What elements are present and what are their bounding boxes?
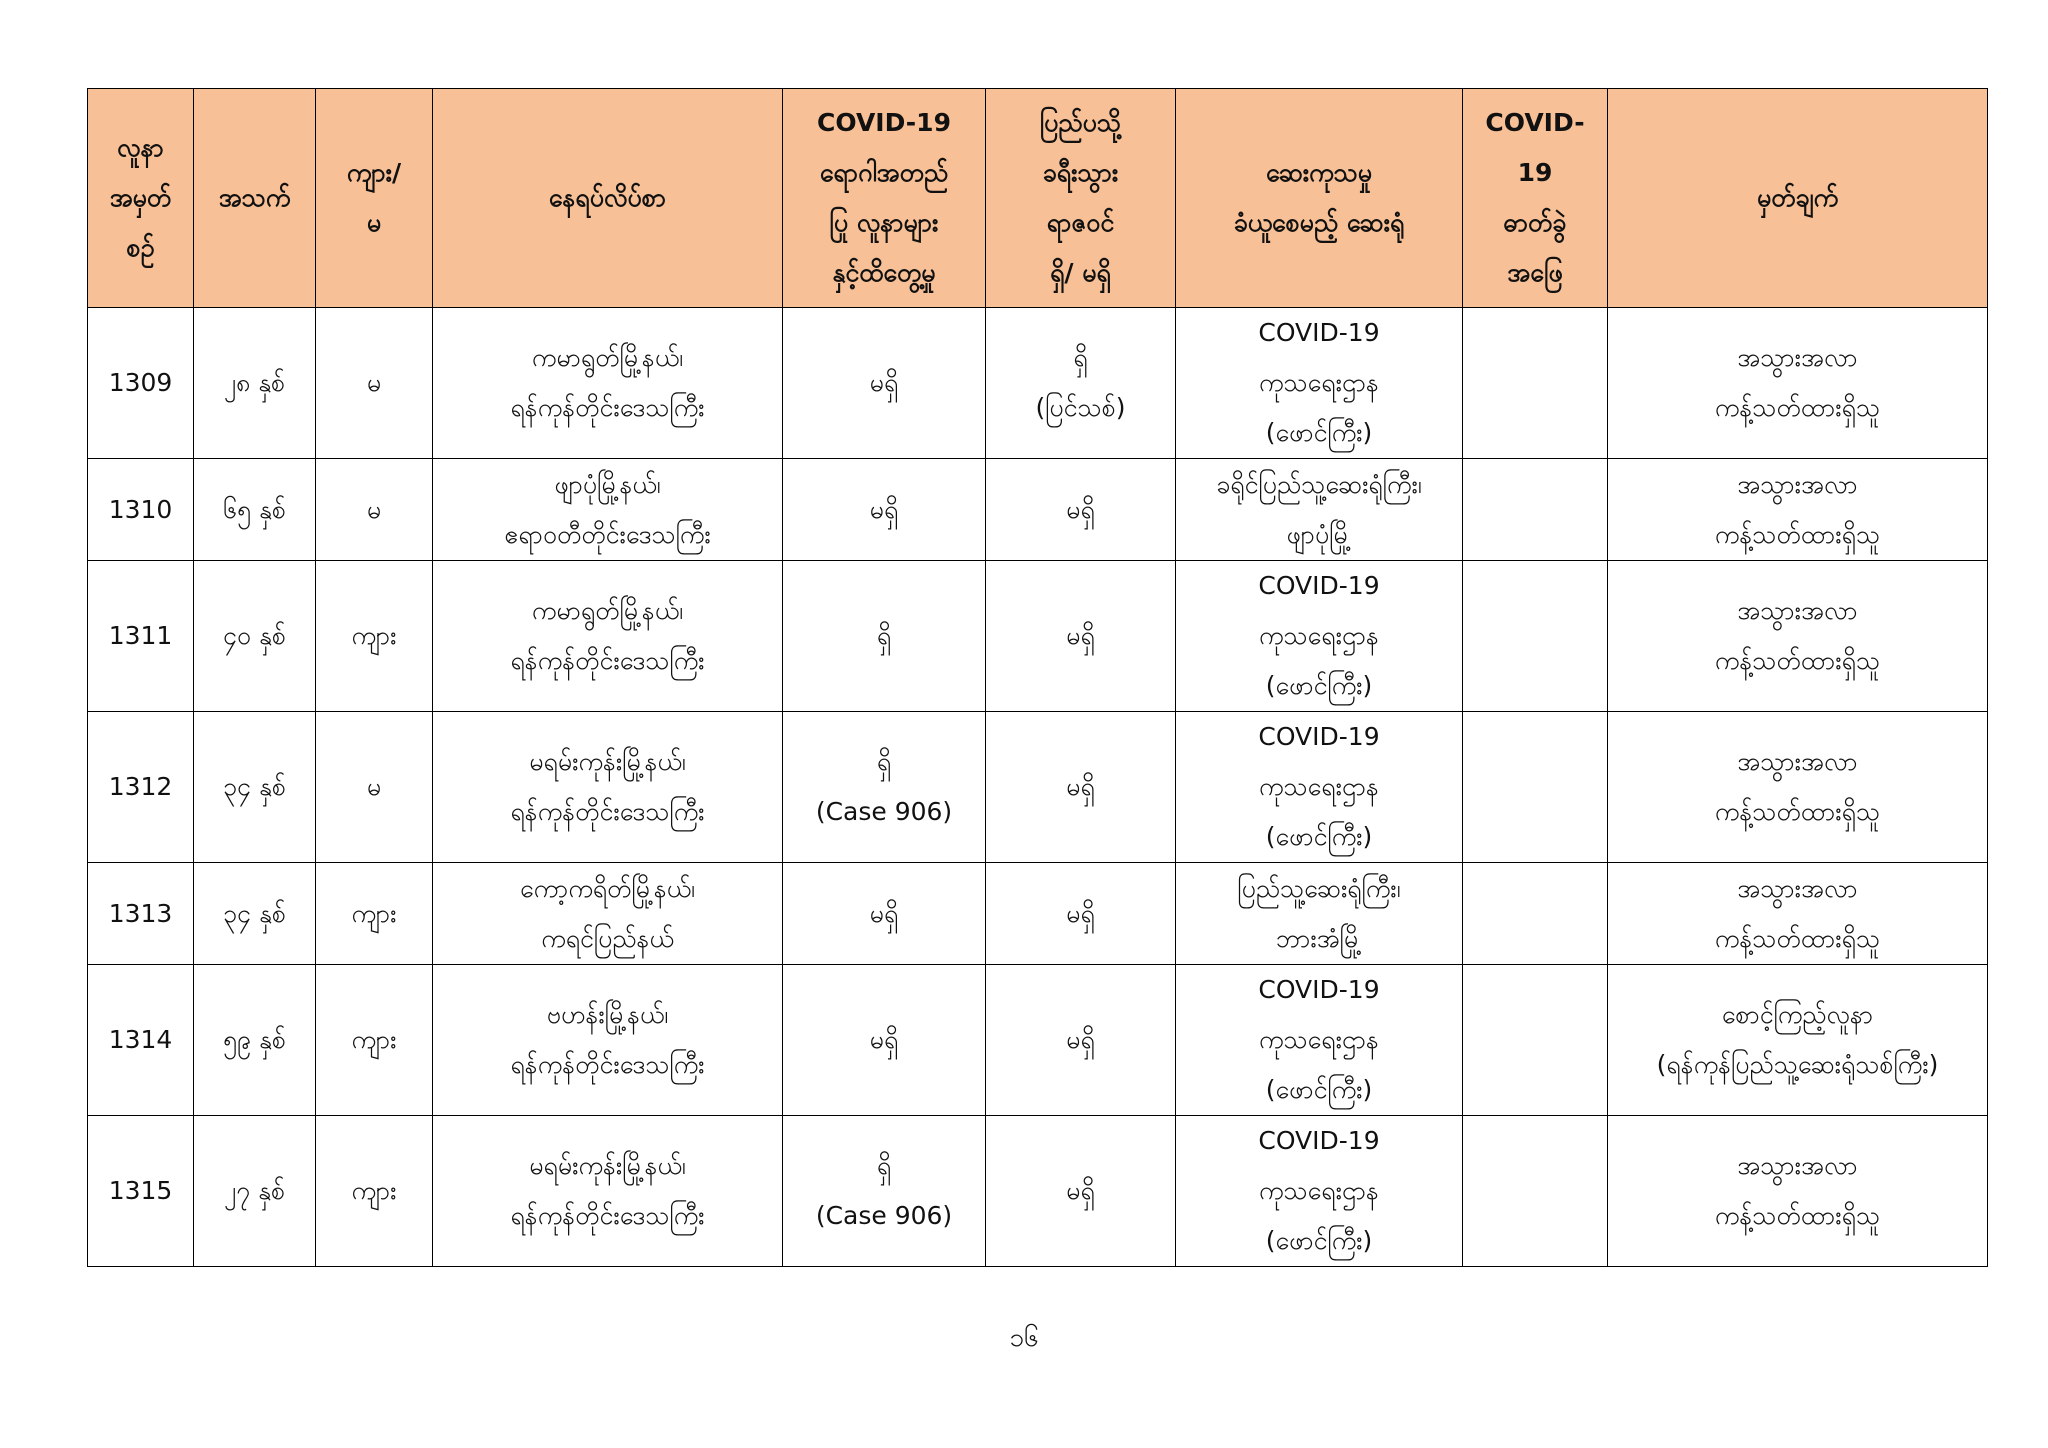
cell-remarks: [1608, 863, 1988, 965]
cell-address: [433, 863, 783, 965]
table-row: [88, 965, 1988, 1116]
cell-remarks: [1608, 308, 1988, 459]
cell-lab-result: [1463, 863, 1608, 965]
remarks-text: အသွားအလာ ကန့်သတ်ထားရှိသူ: [1714, 873, 1881, 953]
cell-address: [433, 1116, 783, 1267]
cell-travel: [986, 965, 1176, 1116]
header-travel-label: ပြည်ပသို့ ခရီးသွား ရာဇဝင် ရှိ/ မရှိ: [1039, 108, 1122, 287]
table-row: [88, 863, 1988, 965]
cell-case-number: [88, 1116, 194, 1267]
cell-case-number: [88, 712, 194, 863]
sex-text: ကျား: [351, 621, 397, 650]
travel-text: မရှိ: [1066, 1025, 1095, 1054]
cell-remarks: [1608, 459, 1988, 561]
header-lab-result-label: COVID- 19 ဓာတ်ခွဲ အဖြေ: [1485, 108, 1585, 287]
remarks-text: အသွားအလာ ကန့်သတ်ထားရှိသူ: [1714, 343, 1881, 422]
header-hospital: [1176, 89, 1463, 308]
cell-case-number: [88, 965, 194, 1116]
cell-age: [194, 965, 316, 1116]
cell-contact: [783, 459, 986, 561]
cell-sex: [316, 863, 433, 965]
table-body: [88, 308, 1988, 1267]
contact-text: ရှိ: [876, 621, 892, 650]
header-case-number: [88, 89, 194, 308]
cell-hospital: [1176, 1116, 1463, 1267]
cell-age: [194, 1116, 316, 1267]
cell-case-number: [88, 308, 194, 459]
cell-address: [433, 712, 783, 863]
header-sex-label: ကျား/ မ: [346, 158, 402, 237]
header-contact-label: COVID-19 ရောဂါအတည် ပြု လူနာများ နှင့်ထိတွေ့မှု: [817, 108, 951, 287]
header-contact: [783, 89, 986, 308]
header-sex: [316, 89, 433, 308]
header-remarks-label: မှတ်ချက်: [1756, 183, 1839, 212]
cell-age: [194, 308, 316, 459]
cell-address: [433, 308, 783, 459]
cell-remarks: [1608, 712, 1988, 863]
cell-case-number: [88, 863, 194, 965]
case-number-text: 1311: [108, 621, 173, 650]
cell-address: [433, 459, 783, 561]
cell-contact: [783, 308, 986, 459]
cell-travel: [986, 863, 1176, 965]
cell-sex: [316, 459, 433, 561]
age-text: ၄၀ နှစ်: [222, 621, 287, 650]
remarks-text: အသွားအလာ ကန့်သတ်ထားရှိသူ: [1714, 469, 1881, 549]
cell-lab-result: [1463, 561, 1608, 712]
age-text: ၃၄ နှစ်: [222, 772, 287, 801]
table-row: [88, 308, 1988, 459]
address-text: ကော့ကရိတ်မြို့နယ်၊ ကရင်ပြည်နယ်: [520, 873, 695, 953]
cell-hospital: [1176, 863, 1463, 965]
case-table: [87, 88, 1988, 1267]
travel-text: မရှိ: [1066, 772, 1095, 801]
cell-remarks: [1608, 561, 1988, 712]
case-number-text: 1312: [108, 772, 173, 801]
cell-sex: [316, 965, 433, 1116]
cell-travel: [986, 561, 1176, 712]
header-remarks: [1608, 89, 1988, 308]
remarks-text: စောင့်ကြည့်လူနာ (ရန်ကုန်ပြည်သူ့ဆေးရုံသစ်ကြီး): [1656, 1000, 1939, 1079]
address-text: ကမာရွတ်မြို့နယ်၊ ရန်ကုန်တိုင်းဒေသကြီး: [510, 343, 705, 422]
contact-text: ရှိ (Case 906): [815, 747, 953, 826]
cell-age: [194, 561, 316, 712]
hospital-text: ခရိုင်ပြည်သူ့ဆေးရုံကြီး၊ ဖျာပုံမြို့: [1216, 469, 1422, 549]
sex-text: ကျား: [351, 1176, 397, 1205]
hospital-text: COVID-19 ကုသရေးဌာန (ဖောင်ကြီး): [1258, 1126, 1380, 1255]
cell-hospital: [1176, 965, 1463, 1116]
cell-address: [433, 561, 783, 712]
address-text: မရမ်းကုန်းမြို့နယ်၊ ရန်ကုန်တိုင်းဒေသကြီး: [510, 1151, 705, 1230]
cell-case-number: [88, 459, 194, 561]
address-text: ဖျာပုံမြို့နယ်၊ ဧရာဝတီတိုင်းဒေသကြီး: [504, 469, 711, 549]
case-number-text: 1309: [108, 368, 173, 397]
header-hospital-label: ဆေးကုသမှု ခံယူစေမည့် ဆေးရုံ: [1233, 158, 1405, 237]
cell-lab-result: [1463, 1116, 1608, 1267]
case-number-text: 1313: [108, 898, 173, 928]
cell-remarks: [1608, 1116, 1988, 1267]
remarks-text: အသွားအလာ ကန့်သတ်ထားရှိသူ: [1714, 1151, 1881, 1230]
age-text: ၂၇ နှစ်: [223, 1176, 286, 1205]
cell-lab-result: [1463, 965, 1608, 1116]
cell-travel: [986, 1116, 1176, 1267]
cell-travel: [986, 308, 1176, 459]
case-number-text: 1310: [108, 494, 173, 524]
cell-contact: [783, 561, 986, 712]
cell-hospital: [1176, 459, 1463, 561]
cell-sex: [316, 1116, 433, 1267]
header-lab-result: [1463, 89, 1608, 308]
travel-text: မရှိ: [1066, 494, 1095, 524]
hospital-text: COVID-19 ကုသရေးဌာန (ဖောင်ကြီး): [1258, 571, 1380, 700]
cell-sex: [316, 712, 433, 863]
header-age-label: အသက်: [218, 183, 291, 212]
cell-age: [194, 863, 316, 965]
header-address: [433, 89, 783, 308]
sex-text: မ: [366, 772, 382, 801]
contact-text: မရှိ: [869, 494, 899, 524]
sex-text: မ: [366, 368, 382, 397]
sex-text: ကျား: [351, 898, 397, 928]
remarks-text: အသွားအလာ ကန့်သတ်ထားရှိသူ: [1714, 596, 1881, 675]
table-row: [88, 459, 1988, 561]
cell-hospital: [1176, 561, 1463, 712]
hospital-text: COVID-19 ကုသရေးဌာန (ဖောင်ကြီး): [1258, 722, 1380, 851]
cell-sex: [316, 561, 433, 712]
age-text: ၃၄ နှစ်: [222, 898, 287, 928]
table-header: [88, 89, 1988, 308]
age-text: ၂၈ နှစ်: [223, 368, 286, 397]
contact-text: မရှိ: [869, 898, 899, 928]
cell-contact: [783, 1116, 986, 1267]
contact-text: မရှိ: [869, 1025, 899, 1054]
case-number-text: 1315: [108, 1176, 173, 1205]
cell-remarks: [1608, 965, 1988, 1116]
travel-text: မရှိ: [1066, 621, 1095, 650]
contact-text: မရှိ: [869, 368, 899, 397]
address-text: မရမ်းကုန်းမြို့နယ်၊ ရန်ကုန်တိုင်းဒေသကြီး: [510, 747, 705, 826]
hospital-text: COVID-19 ကုသရေးဌာန (ဖောင်ကြီး): [1258, 318, 1380, 447]
page-number: ၁၆: [1009, 1323, 1039, 1353]
remarks-text: အသွားအလာ ကန့်သတ်ထားရှိသူ: [1714, 747, 1881, 826]
travel-text: ရှိ (ပြင်သစ်): [1035, 343, 1126, 422]
sex-text: မ: [366, 494, 382, 524]
age-text: ၆၅ နှစ်: [222, 494, 287, 524]
cell-contact: [783, 965, 986, 1116]
header-travel: [986, 89, 1176, 308]
cell-case-number: [88, 561, 194, 712]
travel-text: မရှိ: [1066, 898, 1095, 928]
cell-contact: [783, 863, 986, 965]
travel-text: မရှိ: [1066, 1176, 1095, 1205]
cell-lab-result: [1463, 308, 1608, 459]
sex-text: ကျား: [351, 1025, 397, 1054]
address-text: ကမာရွတ်မြို့နယ်၊ ရန်ကုန်တိုင်းဒေသကြီး: [510, 596, 705, 675]
cell-travel: [986, 459, 1176, 561]
cell-hospital: [1176, 308, 1463, 459]
cell-hospital: [1176, 712, 1463, 863]
hospital-text: COVID-19 ကုသရေးဌာန (ဖောင်ကြီး): [1258, 975, 1380, 1104]
hospital-text: ပြည်သူ့ဆေးရုံကြီး၊ ဘားအံမြို့: [1237, 873, 1401, 953]
header-age: [194, 89, 316, 308]
case-number-text: 1314: [108, 1025, 173, 1054]
contact-text: ရှိ (Case 906): [815, 1151, 953, 1230]
table-row: [88, 712, 1988, 863]
cell-address: [433, 965, 783, 1116]
address-text: ဗဟန်းမြို့နယ်၊ ရန်ကုန်တိုင်းဒေသကြီး: [510, 1000, 705, 1079]
cell-travel: [986, 712, 1176, 863]
cell-sex: [316, 308, 433, 459]
cell-lab-result: [1463, 459, 1608, 561]
cell-contact: [783, 712, 986, 863]
cell-age: [194, 459, 316, 561]
cell-age: [194, 712, 316, 863]
header-row: [88, 89, 1988, 308]
table-row: [88, 1116, 1988, 1267]
cell-lab-result: [1463, 712, 1608, 863]
table-row: [88, 561, 1988, 712]
age-text: ၅၉ နှစ်: [222, 1025, 287, 1054]
header-address-label: နေရပ်လိပ်စာ: [548, 183, 667, 212]
header-case-number-label: လူနာ အမှတ် စဉ်: [109, 133, 172, 262]
